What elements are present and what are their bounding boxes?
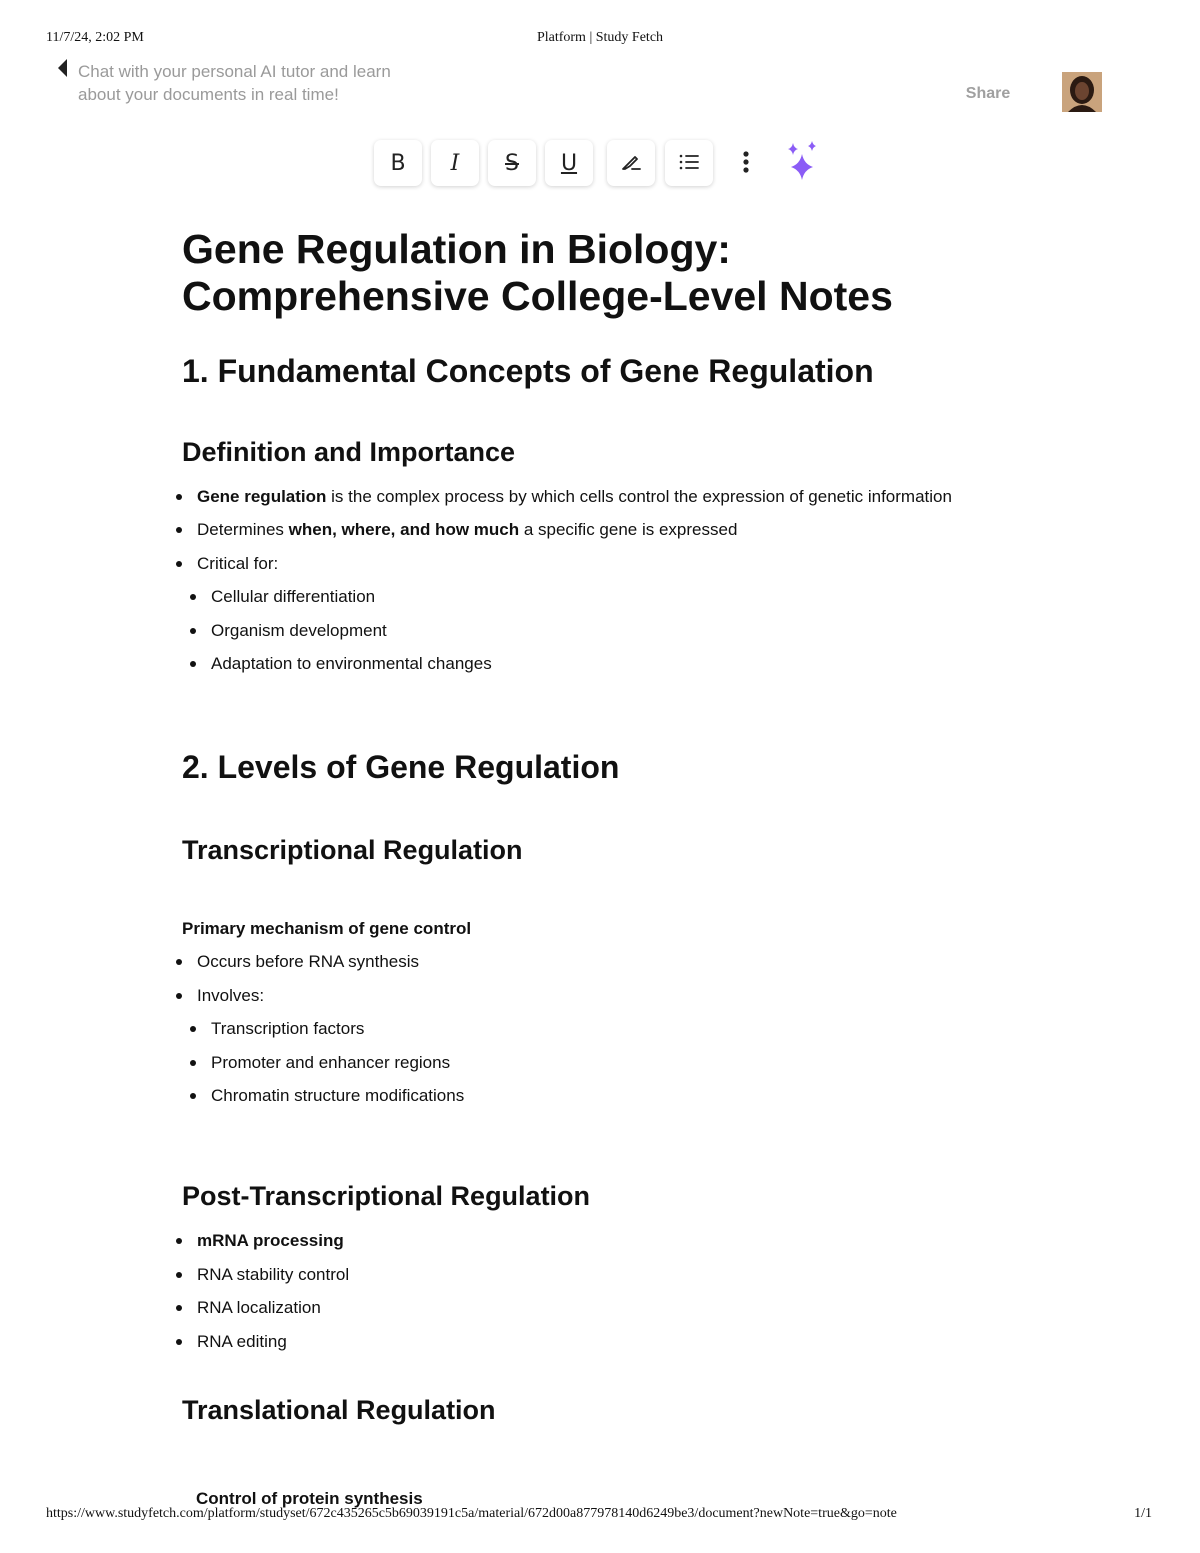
list-item: RNA editing bbox=[182, 1325, 1012, 1358]
print-url: https://www.studyfetch.com/platform/studyset/672c435265c5b69039191c5a/material/672d00a877978140d6249be3/document?newNote=true&go=note bbox=[46, 1506, 897, 1521]
bullet-list-icon bbox=[677, 150, 701, 177]
gene-regulation-term: Gene regulation bbox=[197, 487, 327, 506]
post-transcriptional-list bbox=[182, 1224, 1012, 1358]
critical-for-list bbox=[182, 580, 1012, 680]
list-item: mRNA processing bbox=[182, 1224, 1012, 1257]
transcriptional-list bbox=[182, 945, 1012, 1012]
involves-list bbox=[182, 1012, 1012, 1112]
gene-regulation-definition: is the complex process by which cells control the expression of genetic information bbox=[326, 487, 952, 506]
list-item: RNA localization bbox=[182, 1291, 1012, 1324]
list-item bbox=[182, 547, 1012, 580]
translational-heading: Translational Regulation bbox=[182, 1395, 496, 1426]
vertical-dots-icon bbox=[742, 150, 750, 177]
list-item: Cellular differentiation bbox=[182, 580, 1012, 613]
list-item: Involves: bbox=[182, 979, 1012, 1012]
list-item: Occurs before RNA synthesis bbox=[182, 945, 1012, 978]
post-transcriptional-heading: Post-Transcriptional Regulation bbox=[182, 1181, 591, 1212]
list-item: Adaptation to environmental changes bbox=[182, 647, 1012, 680]
definition-heading: Definition and Importance bbox=[182, 437, 516, 467]
more-options-button[interactable] bbox=[722, 140, 770, 186]
note-document[interactable] bbox=[182, 226, 1012, 1426]
tutor-tagline bbox=[78, 60, 458, 106]
title-line-2: Comprehensive College-Level Notes bbox=[182, 273, 893, 319]
ai-sparkle-button[interactable] bbox=[778, 140, 826, 186]
highlight-button[interactable] bbox=[607, 140, 655, 186]
document-title bbox=[182, 226, 1012, 320]
print-datetime: 11/7/24, 2:02 PM bbox=[46, 30, 144, 45]
bold-icon: B bbox=[390, 150, 406, 176]
definition-list bbox=[182, 480, 1012, 580]
strikethrough-icon: S bbox=[505, 150, 519, 176]
print-page-number: 1/1 bbox=[1134, 1506, 1152, 1521]
list-item: Promoter and enhancer regions bbox=[182, 1046, 1012, 1079]
italic-button[interactable] bbox=[431, 140, 479, 186]
section-1-heading: 1. Fundamental Concepts of Gene Regulation bbox=[182, 353, 874, 389]
critical-for-label: Critical for: bbox=[197, 553, 279, 573]
underline-button[interactable] bbox=[545, 140, 593, 186]
bullet-list-button[interactable] bbox=[665, 140, 713, 186]
list-item: Transcription factors bbox=[182, 1012, 1012, 1045]
sparkle-icon bbox=[783, 140, 821, 187]
back-arrow-icon[interactable] bbox=[56, 58, 68, 78]
section-2-heading: 2. Levels of Gene Regulation bbox=[182, 749, 620, 786]
share-button[interactable]: Share bbox=[948, 82, 1028, 106]
print-page-title: Platform | Study Fetch bbox=[536, 30, 664, 45]
list-item: Organism development bbox=[182, 614, 1012, 647]
determines-text-bold: when, where, and how much bbox=[288, 520, 520, 540]
list-item bbox=[182, 480, 1012, 513]
tagline-line-2: about your documents in real time! bbox=[78, 85, 339, 104]
determines-text-a: Determines bbox=[197, 520, 289, 540]
underline-icon: U bbox=[560, 150, 578, 176]
transcriptional-lead: Primary mechanism of gene control bbox=[182, 919, 472, 939]
print-footer bbox=[0, 1506, 1200, 1526]
highlighter-icon bbox=[619, 150, 643, 177]
list-item: RNA stability control bbox=[182, 1258, 1012, 1291]
translational-first-item-cut: Control of protein synthesis bbox=[196, 1489, 423, 1508]
bold-button[interactable] bbox=[374, 140, 422, 186]
transcriptional-heading: Transcriptional Regulation bbox=[182, 835, 523, 866]
determines-text-c: a specific gene is expressed bbox=[519, 520, 738, 540]
strikethrough-button[interactable] bbox=[488, 140, 536, 186]
list-item bbox=[182, 513, 1012, 546]
tagline-line-1: Chat with your personal AI tutor and learn bbox=[78, 62, 391, 81]
title-line-1: Gene Regulation in Biology: bbox=[182, 226, 731, 272]
print-header bbox=[0, 30, 1200, 50]
italic-icon: I bbox=[450, 150, 460, 176]
list-item: Chromatin structure modifications bbox=[182, 1079, 1012, 1112]
user-avatar[interactable] bbox=[1062, 72, 1102, 112]
formatting-toolbar bbox=[0, 140, 1200, 190]
